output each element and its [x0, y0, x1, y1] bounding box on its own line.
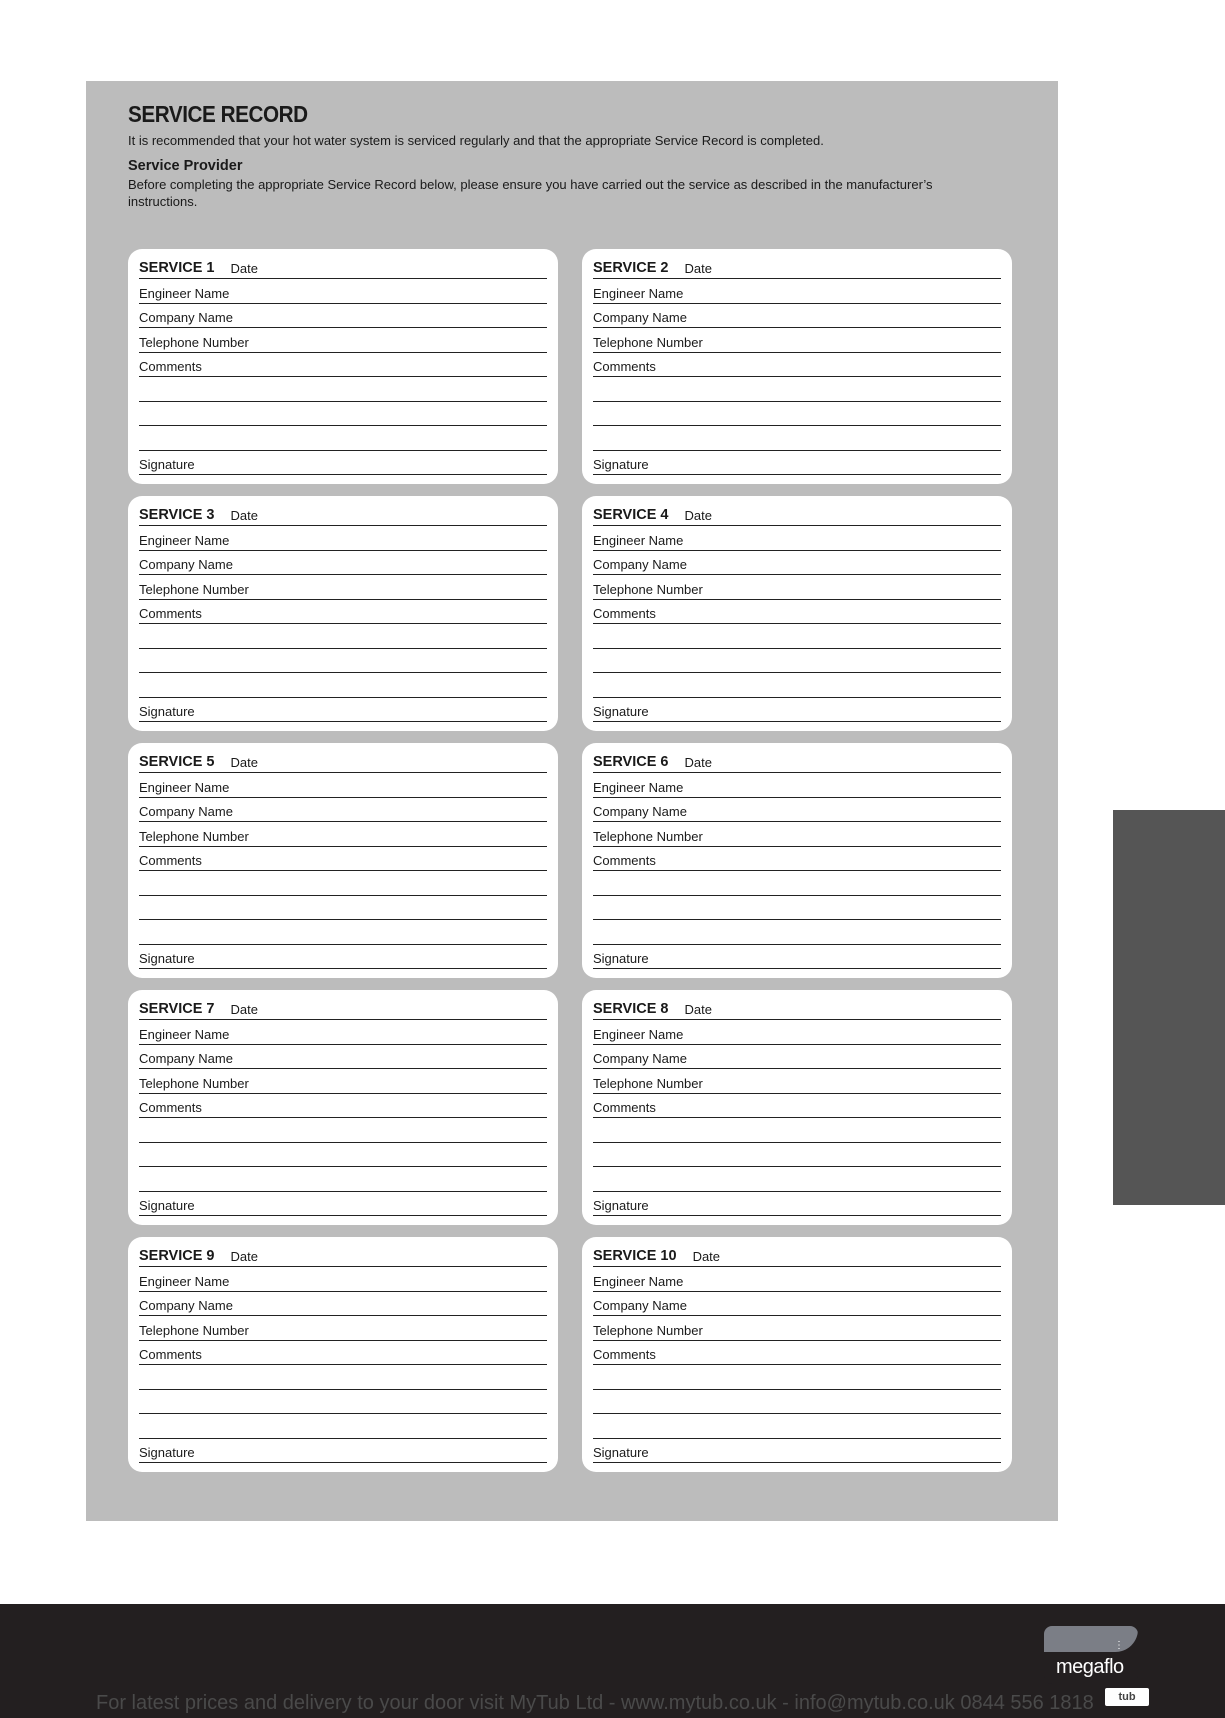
comments-label: Comments: [593, 606, 656, 621]
service-record-panel: [86, 81, 1058, 1521]
telephone-number-label: Telephone Number: [139, 1322, 249, 1338]
comments-label: Comments: [139, 1100, 202, 1115]
comments-line[interactable]: [593, 1118, 1001, 1143]
service-card: [128, 496, 558, 731]
signature-label: Signature: [593, 1198, 649, 1213]
comments-field[interactable]: [139, 353, 547, 378]
date-label: Date: [684, 1002, 712, 1017]
service-card: [128, 743, 558, 978]
comments-label: Comments: [139, 359, 202, 374]
comments-line[interactable]: [593, 1390, 1001, 1415]
telephone-number-label: Telephone Number: [593, 334, 703, 350]
engineer-name-label: Engineer Name: [593, 532, 684, 548]
comments-line[interactable]: [593, 1414, 1001, 1439]
comments-line[interactable]: [593, 426, 1001, 451]
service-title: SERVICE 7: [139, 1001, 215, 1017]
company-name-label: Company Name: [139, 557, 233, 572]
signature-field[interactable]: [139, 451, 547, 476]
date-field[interactable]: [593, 504, 1001, 526]
date-label: Date: [684, 755, 712, 770]
engineer-name-label: Engineer Name: [139, 779, 230, 795]
date-field[interactable]: [593, 257, 1001, 279]
service-title: SERVICE 9: [139, 1248, 215, 1264]
engineer-name-label: Engineer Name: [139, 1273, 230, 1289]
company-name-field[interactable]: [139, 551, 547, 576]
telephone-number-label: Telephone Number: [593, 828, 703, 844]
telephone-number-label: Telephone Number: [139, 828, 249, 844]
signature-field[interactable]: [593, 698, 1001, 723]
service-provider-heading: Service Provider: [128, 158, 243, 174]
comments-field[interactable]: [593, 353, 1001, 378]
comments-label: Comments: [139, 606, 202, 621]
engineer-name-label: Engineer Name: [593, 779, 684, 795]
engineer-name-field[interactable]: [139, 279, 547, 304]
telephone-number-label: Telephone Number: [593, 1075, 703, 1091]
comments-field[interactable]: [593, 1341, 1001, 1366]
engineer-name-label: Engineer Name: [139, 1026, 230, 1042]
comments-line[interactable]: [593, 649, 1001, 674]
company-name-label: Company Name: [593, 1298, 687, 1313]
date-field[interactable]: [139, 504, 547, 526]
intro-text: It is recommended that your hot water system is serviced regularly and that the appropriate Service Record is completed.: [128, 133, 824, 148]
service-card: [128, 249, 558, 484]
telephone-number-label: Telephone Number: [139, 334, 249, 350]
service-card: [582, 743, 1012, 978]
comments-field[interactable]: [139, 600, 547, 625]
service-card: [128, 990, 558, 1225]
date-field[interactable]: [139, 751, 547, 773]
service-cards-grid: [128, 249, 1012, 1472]
company-name-label: Company Name: [593, 310, 687, 325]
comments-label: Comments: [593, 853, 656, 868]
signature-field[interactable]: [593, 451, 1001, 476]
comments-line[interactable]: [139, 377, 547, 402]
signature-label: Signature: [139, 1445, 195, 1460]
telephone-number-field[interactable]: [593, 575, 1001, 600]
engineer-name-label: Engineer Name: [593, 285, 684, 301]
comments-line[interactable]: [139, 1414, 547, 1439]
comments-line[interactable]: [139, 896, 547, 921]
company-name-field[interactable]: [593, 1045, 1001, 1070]
telephone-number-field[interactable]: [139, 1069, 547, 1094]
signature-label: Signature: [139, 457, 195, 472]
comments-line[interactable]: [139, 426, 547, 451]
date-label: Date: [684, 508, 712, 523]
date-field[interactable]: [139, 998, 547, 1020]
signature-field[interactable]: [139, 1192, 547, 1217]
telephone-number-label: Telephone Number: [593, 581, 703, 597]
comments-line[interactable]: [593, 377, 1001, 402]
comments-line[interactable]: [139, 402, 547, 427]
comments-line[interactable]: [593, 673, 1001, 698]
logo-text: megaflo: [1056, 1656, 1124, 1678]
comments-line[interactable]: [593, 1143, 1001, 1168]
company-name-label: Company Name: [139, 1051, 233, 1066]
service-card: [582, 990, 1012, 1225]
engineer-name-field[interactable]: [593, 279, 1001, 304]
signature-label: Signature: [593, 457, 649, 472]
company-name-label: Company Name: [593, 804, 687, 819]
date-field[interactable]: [139, 1245, 547, 1267]
comments-line[interactable]: [139, 1167, 547, 1192]
telephone-number-field[interactable]: [139, 822, 547, 847]
comments-line[interactable]: [593, 1365, 1001, 1390]
date-label: Date: [230, 1249, 258, 1264]
comments-line[interactable]: [593, 920, 1001, 945]
engineer-name-field[interactable]: [593, 526, 1001, 551]
signature-field[interactable]: [593, 945, 1001, 970]
company-name-label: Company Name: [139, 1298, 233, 1313]
engineer-name-label: Engineer Name: [593, 1273, 684, 1289]
company-name-label: Company Name: [139, 310, 233, 325]
company-name-field[interactable]: [593, 304, 1001, 329]
signature-field[interactable]: [139, 945, 547, 970]
signature-field[interactable]: [593, 1192, 1001, 1217]
comments-line[interactable]: [139, 649, 547, 674]
signature-label: Signature: [593, 951, 649, 966]
comments-field[interactable]: [139, 1341, 547, 1366]
date-label: Date: [230, 1002, 258, 1017]
telephone-number-label: Telephone Number: [139, 581, 249, 597]
company-name-field[interactable]: [139, 304, 547, 329]
company-name-field[interactable]: [593, 1292, 1001, 1317]
company-name-label: Company Name: [593, 557, 687, 572]
telephone-number-label: Telephone Number: [593, 1322, 703, 1338]
engineer-name-field[interactable]: [139, 1267, 547, 1292]
comments-label: Comments: [593, 359, 656, 374]
service-title: SERVICE 6: [593, 754, 669, 770]
comments-field[interactable]: [593, 847, 1001, 872]
comments-line[interactable]: [139, 871, 547, 896]
service-title: SERVICE 2: [593, 260, 669, 276]
comments-label: Comments: [593, 1347, 656, 1362]
date-field[interactable]: [593, 1245, 1001, 1267]
signature-field[interactable]: [139, 1439, 547, 1464]
date-field[interactable]: [139, 257, 547, 279]
service-card: [582, 249, 1012, 484]
date-label: Date: [692, 1249, 721, 1264]
date-label: Date: [230, 755, 258, 770]
date-field[interactable]: [593, 751, 1001, 773]
comments-line[interactable]: [139, 1365, 547, 1390]
comments-line[interactable]: [139, 920, 547, 945]
telephone-number-field[interactable]: [593, 822, 1001, 847]
telephone-number-field[interactable]: [139, 575, 547, 600]
company-name-field[interactable]: [593, 798, 1001, 823]
company-name-field[interactable]: [139, 1045, 547, 1070]
telephone-number-field[interactable]: [593, 1316, 1001, 1341]
engineer-name-field[interactable]: [139, 526, 547, 551]
company-name-field[interactable]: [139, 1292, 547, 1317]
comments-field[interactable]: [139, 847, 547, 872]
comments-line[interactable]: [139, 1118, 547, 1143]
mytub-badge: tub: [1105, 1688, 1149, 1706]
comments-line[interactable]: [139, 1143, 547, 1168]
telephone-number-label: Telephone Number: [139, 1075, 249, 1091]
comments-line[interactable]: [139, 673, 547, 698]
signature-label: Signature: [593, 704, 649, 719]
megaflo-logo: [1044, 1626, 1138, 1684]
footer-text: For latest prices and delivery to your door visit MyTub Ltd - www.mytub.co.uk - info@mytub.co.uk 0844 556 1818: [96, 1692, 1094, 1714]
comments-line[interactable]: [139, 1390, 547, 1415]
comments-line[interactable]: [139, 624, 547, 649]
service-card: [582, 1237, 1012, 1472]
engineer-name-field[interactable]: [593, 773, 1001, 798]
comments-line[interactable]: [593, 1167, 1001, 1192]
side-tab: [1113, 810, 1225, 1205]
comments-line[interactable]: [593, 402, 1001, 427]
logo-dots-icon: ⋮: [1114, 1640, 1124, 1651]
telephone-number-field[interactable]: [593, 1069, 1001, 1094]
signature-label: Signature: [139, 1198, 195, 1213]
comments-field[interactable]: [593, 1094, 1001, 1119]
comments-label: Comments: [139, 853, 202, 868]
signature-label: Signature: [593, 1445, 649, 1460]
date-label: Date: [230, 261, 258, 276]
comments-line[interactable]: [593, 871, 1001, 896]
footer-bar: [0, 1604, 1225, 1718]
date-field[interactable]: [593, 998, 1001, 1020]
comments-label: Comments: [139, 1347, 202, 1362]
telephone-number-field[interactable]: [139, 328, 547, 353]
date-label: Date: [684, 261, 712, 276]
comments-line[interactable]: [593, 624, 1001, 649]
engineer-name-label: Engineer Name: [139, 532, 230, 548]
signature-label: Signature: [139, 704, 195, 719]
engineer-name-field[interactable]: [593, 1267, 1001, 1292]
engineer-name-label: Engineer Name: [139, 285, 230, 301]
service-card: [128, 1237, 558, 1472]
signature-field[interactable]: [593, 1439, 1001, 1464]
comments-field[interactable]: [139, 1094, 547, 1119]
service-title: SERVICE 1: [139, 260, 215, 276]
company-name-field[interactable]: [593, 551, 1001, 576]
signature-field[interactable]: [139, 698, 547, 723]
engineer-name-field[interactable]: [139, 773, 547, 798]
service-title: SERVICE 4: [593, 507, 669, 523]
date-label: Date: [230, 508, 258, 523]
service-provider-text: Before completing the appropriate Service Record below, please ensure you have carried out the service as described in the manufacturer’s instructions.: [128, 177, 933, 209]
engineer-name-field[interactable]: [139, 1020, 547, 1045]
signature-label: Signature: [139, 951, 195, 966]
service-card: [582, 496, 1012, 731]
page-title: SERVICE RECORD: [128, 101, 308, 127]
service-title: SERVICE 10: [593, 1248, 677, 1264]
service-title: SERVICE 8: [593, 1001, 669, 1017]
company-name-label: Company Name: [139, 804, 233, 819]
engineer-name-field[interactable]: [593, 1020, 1001, 1045]
comments-line[interactable]: [593, 896, 1001, 921]
comments-field[interactable]: [593, 600, 1001, 625]
service-title: SERVICE 3: [139, 507, 215, 523]
company-name-label: Company Name: [593, 1051, 687, 1066]
telephone-number-field[interactable]: [139, 1316, 547, 1341]
company-name-field[interactable]: [139, 798, 547, 823]
telephone-number-field[interactable]: [593, 328, 1001, 353]
service-title: SERVICE 5: [139, 754, 215, 770]
engineer-name-label: Engineer Name: [593, 1026, 684, 1042]
comments-label: Comments: [593, 1100, 656, 1115]
